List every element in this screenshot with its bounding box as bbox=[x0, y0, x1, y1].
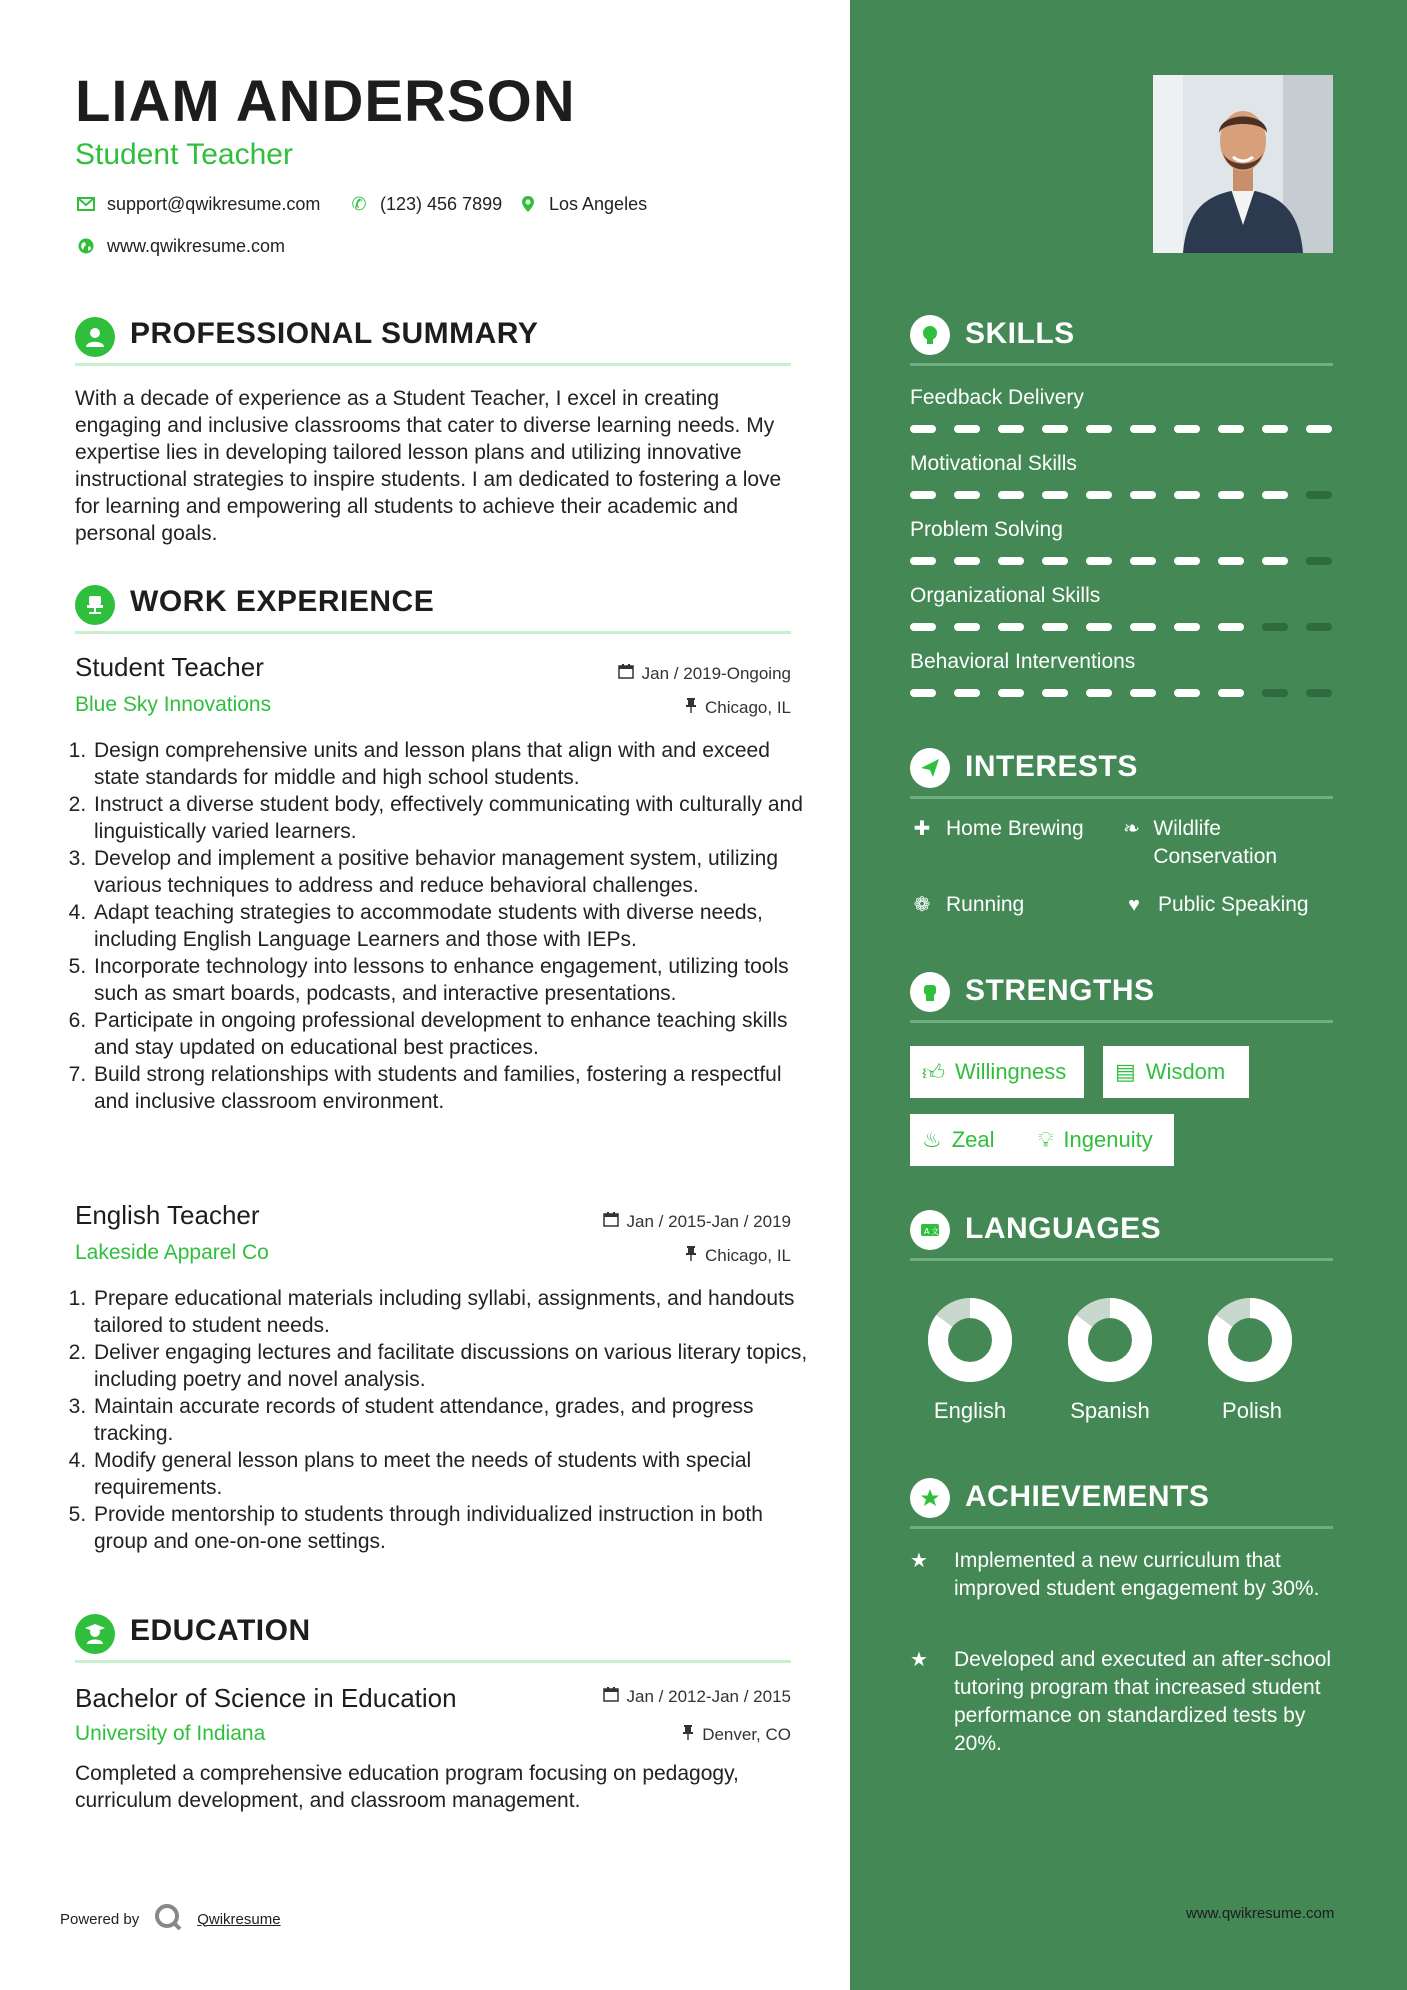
job-dates-text: Jan / 2015-Jan / 2019 bbox=[626, 1211, 791, 1231]
job-dates bbox=[618, 663, 791, 684]
globe-icon bbox=[75, 235, 97, 257]
skill-dash bbox=[1086, 557, 1112, 565]
summary-section-header bbox=[75, 313, 791, 366]
list-item: 5. Incorporate technology into lessons to enhance engagement, utilizing tools such as smart boards, podcasts, and interactive presentations. bbox=[92, 953, 812, 1007]
star-icon: ★ bbox=[910, 1649, 928, 1671]
interest-label: Public Speaking bbox=[1158, 893, 1309, 916]
skill-rating bbox=[910, 689, 1332, 697]
phone-text: (123) 456 7899 bbox=[380, 193, 503, 214]
language-icon bbox=[910, 1210, 950, 1250]
calendar-icon bbox=[618, 663, 634, 684]
skill-dash bbox=[1130, 557, 1156, 565]
achievement-text: Developed and executed an after-school tutoring program that increased student performance on standardized tests by 20%. bbox=[954, 1648, 1332, 1755]
strength-badge bbox=[910, 1046, 1084, 1098]
skill-dash bbox=[1306, 689, 1332, 697]
office-chair-icon bbox=[75, 585, 115, 625]
summary-heading: PROFESSIONAL SUMMARY bbox=[130, 317, 539, 350]
skill-dash bbox=[1262, 557, 1288, 565]
contact-location bbox=[517, 193, 647, 215]
achievement-item bbox=[910, 1547, 1340, 1603]
job-location bbox=[685, 697, 791, 718]
experience-section-header bbox=[75, 581, 791, 634]
fire-icon: ♨ bbox=[922, 1127, 942, 1152]
list-item: 3. Maintain accurate records of student attendance, grades, and progress tracking. bbox=[92, 1393, 812, 1447]
skill-dash bbox=[1306, 491, 1332, 499]
strength-label: Zeal bbox=[951, 1127, 995, 1152]
job-dates-text: Jan / 2019-Ongoing bbox=[641, 663, 791, 683]
leaf-icon: ❧ bbox=[1123, 818, 1141, 840]
education-dates bbox=[603, 1686, 791, 1707]
user-icon bbox=[75, 317, 115, 357]
skill-dash bbox=[954, 689, 980, 697]
skill-dash bbox=[1086, 425, 1112, 433]
skill-dash bbox=[998, 557, 1024, 565]
skill-rating bbox=[910, 491, 1332, 499]
skill-dash bbox=[1174, 623, 1200, 631]
job-title: Student Teacher bbox=[75, 652, 264, 682]
lightbulb-icon: 💡︎ bbox=[1038, 1127, 1054, 1152]
skill-dash bbox=[1042, 425, 1068, 433]
skill-dash bbox=[910, 491, 936, 499]
paw-icon: ❁ bbox=[913, 894, 931, 916]
job-location-text: Chicago, IL bbox=[705, 697, 791, 717]
skill-dash bbox=[910, 557, 936, 565]
lightbulb-icon bbox=[910, 315, 950, 355]
pushpin-icon bbox=[685, 1245, 697, 1266]
strength-label: Wisdom bbox=[1145, 1059, 1226, 1084]
skill-dash bbox=[1306, 623, 1332, 631]
job-bullets bbox=[70, 1285, 812, 1555]
list-item: 2. Deliver engaging lectures and facilitate discussions on various literary topics, including poetry and novel analysis. bbox=[92, 1339, 812, 1393]
map-pin-icon bbox=[517, 193, 539, 215]
strength-badge bbox=[1026, 1114, 1174, 1166]
skill-dash bbox=[954, 623, 980, 631]
language-ring bbox=[1065, 1295, 1155, 1385]
education-heading: EDUCATION bbox=[130, 1614, 311, 1647]
language-label: English bbox=[933, 1398, 1007, 1423]
pushpin-icon bbox=[682, 1724, 694, 1745]
language-ring bbox=[925, 1295, 1015, 1385]
skill-dash bbox=[954, 425, 980, 433]
skills-section-header bbox=[910, 313, 1333, 366]
skill-dash bbox=[1262, 425, 1288, 433]
interests-section-header bbox=[910, 746, 1333, 799]
interest-label: Running bbox=[946, 893, 1025, 916]
education-dates-text: Jan / 2012-Jan / 2015 bbox=[626, 1686, 791, 1706]
contact-website[interactable] bbox=[75, 235, 285, 257]
skills-heading: SKILLS bbox=[965, 317, 1075, 350]
skill-dash bbox=[1262, 623, 1288, 631]
job-company: Blue Sky Innovations bbox=[75, 693, 272, 716]
website-text: www.qwikresume.com bbox=[107, 235, 286, 256]
skill-dash bbox=[998, 689, 1024, 697]
list-item: 1. Design comprehensive units and lesson plans that align with and exceed state standards for middle and high school students. bbox=[92, 737, 812, 791]
interest-item bbox=[1122, 815, 1312, 871]
calendar-icon bbox=[603, 1686, 619, 1707]
skill-dash bbox=[954, 557, 980, 565]
skill-dash bbox=[1218, 557, 1244, 565]
paper-plane-icon bbox=[910, 748, 950, 788]
contact-phone[interactable] bbox=[348, 193, 502, 215]
candidate-name: LIAM ANDERSON bbox=[75, 69, 576, 134]
skill-dash bbox=[1262, 689, 1288, 697]
skill-rating bbox=[910, 623, 1332, 631]
skill-name: Problem Solving bbox=[910, 518, 1063, 541]
job-company: Lakeside Apparel Co bbox=[75, 1241, 269, 1264]
interest-item bbox=[1122, 891, 1332, 919]
achievements-section-header bbox=[910, 1476, 1333, 1529]
powered-by-text: Powered by bbox=[60, 1910, 140, 1928]
list-item: 4. Modify general lesson plans to meet the needs of students with special requirements. bbox=[92, 1447, 812, 1501]
calendar-icon bbox=[603, 1211, 619, 1232]
list-item: 7. Build strong relationships with students and families, fostering a respectful and inclusive classroom environment. bbox=[92, 1061, 812, 1115]
contact-email[interactable] bbox=[75, 193, 320, 215]
strength-badge bbox=[910, 1114, 1028, 1166]
list-item: 1. Prepare educational materials including syllabi, assignments, and handouts tailored to student needs. bbox=[92, 1285, 812, 1339]
skill-dash bbox=[1306, 557, 1332, 565]
skill-dash bbox=[910, 623, 936, 631]
list-item: 3. Develop and implement a positive behavior management system, utilizing various techniques to address and reduce behavioral challenges. bbox=[92, 845, 812, 899]
skill-name: Organizational Skills bbox=[910, 584, 1101, 607]
degree-title: Bachelor of Science in Education bbox=[75, 1683, 457, 1713]
experience-heading: WORK EXPERIENCE bbox=[130, 585, 435, 618]
qwikresume-logo-icon bbox=[153, 1902, 183, 1936]
thumbs-up-icon: 👍︎ bbox=[922, 1059, 945, 1085]
brand-link[interactable]: Qwikresume bbox=[197, 1910, 281, 1928]
footer-site[interactable]: www.qwikresume.com bbox=[1186, 1905, 1335, 1922]
svg-text:A: A bbox=[924, 1227, 930, 1236]
skill-dash bbox=[1130, 689, 1156, 697]
profile-photo bbox=[1153, 75, 1333, 253]
skill-dash bbox=[954, 491, 980, 499]
skill-dash bbox=[1130, 491, 1156, 499]
skill-dash bbox=[1086, 689, 1112, 697]
skill-dash bbox=[1174, 491, 1200, 499]
skill-dash bbox=[1218, 491, 1244, 499]
strengths-heading: STRENGTHS bbox=[965, 974, 1155, 1007]
interest-item bbox=[910, 891, 1110, 919]
skill-rating bbox=[910, 425, 1332, 433]
skill-dash bbox=[1042, 623, 1068, 631]
education-location bbox=[682, 1724, 791, 1745]
list-item: 6. Participate in ongoing professional development to enhance teaching skills and stay updated on educational best practices. bbox=[92, 1007, 812, 1061]
languages-heading: LANGUAGES bbox=[965, 1212, 1162, 1245]
achievement-item bbox=[910, 1646, 1340, 1758]
skill-dash bbox=[1174, 425, 1200, 433]
skill-dash bbox=[1042, 689, 1068, 697]
interest-label: Wildlife Conservation bbox=[1153, 817, 1278, 868]
strength-label: Willingness bbox=[955, 1059, 1067, 1084]
pushpin-icon bbox=[685, 697, 697, 718]
skill-dash bbox=[1218, 425, 1244, 433]
skill-dash bbox=[1086, 491, 1112, 499]
star-icon: ★ bbox=[910, 1550, 928, 1572]
list-item: 2. Instruct a diverse student body, effectively communicating with culturally and linguistically varied learners. bbox=[92, 791, 812, 845]
strength-label: Ingenuity bbox=[1063, 1127, 1153, 1152]
school-name: University of Indiana bbox=[75, 1722, 266, 1745]
language-label: Polish bbox=[1222, 1398, 1282, 1423]
education-section-header bbox=[75, 1610, 791, 1663]
skill-name: Behavioral Interventions bbox=[910, 650, 1136, 673]
job-location-text: Chicago, IL bbox=[705, 1245, 791, 1265]
svg-text:文: 文 bbox=[931, 1227, 939, 1236]
skill-dash bbox=[1306, 425, 1332, 433]
skill-dash bbox=[1174, 689, 1200, 697]
skill-dash bbox=[1042, 557, 1068, 565]
footer-powered-by bbox=[60, 1902, 281, 1936]
job-title: English Teacher bbox=[75, 1200, 260, 1230]
job-dates bbox=[603, 1211, 791, 1232]
star-badge-icon bbox=[910, 1478, 950, 1518]
education-description: Completed a comprehensive education program focusing on pedagogy, curriculum development, and classroom management. bbox=[75, 1762, 739, 1812]
skill-dash bbox=[998, 491, 1024, 499]
email-text: support@qwikresume.com bbox=[107, 193, 321, 214]
skill-dash bbox=[998, 425, 1024, 433]
skill-dash bbox=[910, 689, 936, 697]
strengths-section-header bbox=[910, 970, 1333, 1023]
phone-icon: ✆ bbox=[351, 193, 367, 214]
skill-dash bbox=[1218, 689, 1244, 697]
candidate-title: Student Teacher bbox=[75, 138, 293, 171]
skill-dash bbox=[1218, 623, 1244, 631]
skill-rating bbox=[910, 557, 1332, 565]
languages-section-header bbox=[910, 1208, 1333, 1261]
skill-dash bbox=[1174, 557, 1200, 565]
interest-label: Home Brewing bbox=[946, 817, 1084, 840]
list-item: 4. Adapt teaching strategies to accommodate students with diverse needs, including English Language Learners and those with IEPs. bbox=[92, 899, 812, 953]
interest-item bbox=[910, 815, 1110, 843]
fist-icon bbox=[910, 972, 950, 1012]
skill-dash bbox=[1086, 623, 1112, 631]
skill-dash bbox=[998, 623, 1024, 631]
strength-badge bbox=[1103, 1046, 1249, 1098]
list-item: 5. Provide mentorship to students through individualized instruction in both group and one-on-one settings. bbox=[92, 1501, 812, 1555]
heartbeat-icon: ♥ bbox=[1128, 894, 1140, 916]
job-bullets bbox=[70, 737, 812, 1115]
achievement-text: Implemented a new curriculum that improved student engagement by 30%. bbox=[954, 1549, 1320, 1600]
interests-heading: INTERESTS bbox=[965, 750, 1138, 783]
skill-dash bbox=[1130, 425, 1156, 433]
skill-dash bbox=[1042, 491, 1068, 499]
education-location-text: Denver, CO bbox=[702, 1724, 791, 1744]
skill-dash bbox=[1262, 491, 1288, 499]
job-location bbox=[685, 1245, 791, 1266]
achievements-heading: ACHIEVEMENTS bbox=[965, 1480, 1210, 1513]
summary-text: With a decade of experience as a Student Teacher, I excel in creating engaging and inclusive classrooms that cater to diverse learning needs. My expertise lies in developing tailored lesson plans and utilizing innovative instructional strategies to inspire students. I am dedicated to fostering a love for learning and empowering all students to achieve their academic and personal goals. bbox=[75, 387, 782, 545]
language-label: Spanish bbox=[1070, 1398, 1150, 1423]
puzzle-icon: ✚ bbox=[913, 818, 931, 840]
skill-dash bbox=[1130, 623, 1156, 631]
skill-dash bbox=[910, 425, 936, 433]
skill-name: Motivational Skills bbox=[910, 452, 1077, 475]
mail-icon bbox=[75, 193, 97, 215]
language-ring bbox=[1205, 1295, 1295, 1385]
skill-name: Feedback Delivery bbox=[910, 386, 1084, 409]
book-icon: ▤ bbox=[1115, 1059, 1136, 1084]
graduate-icon bbox=[75, 1614, 115, 1654]
location-text: Los Angeles bbox=[549, 193, 648, 214]
